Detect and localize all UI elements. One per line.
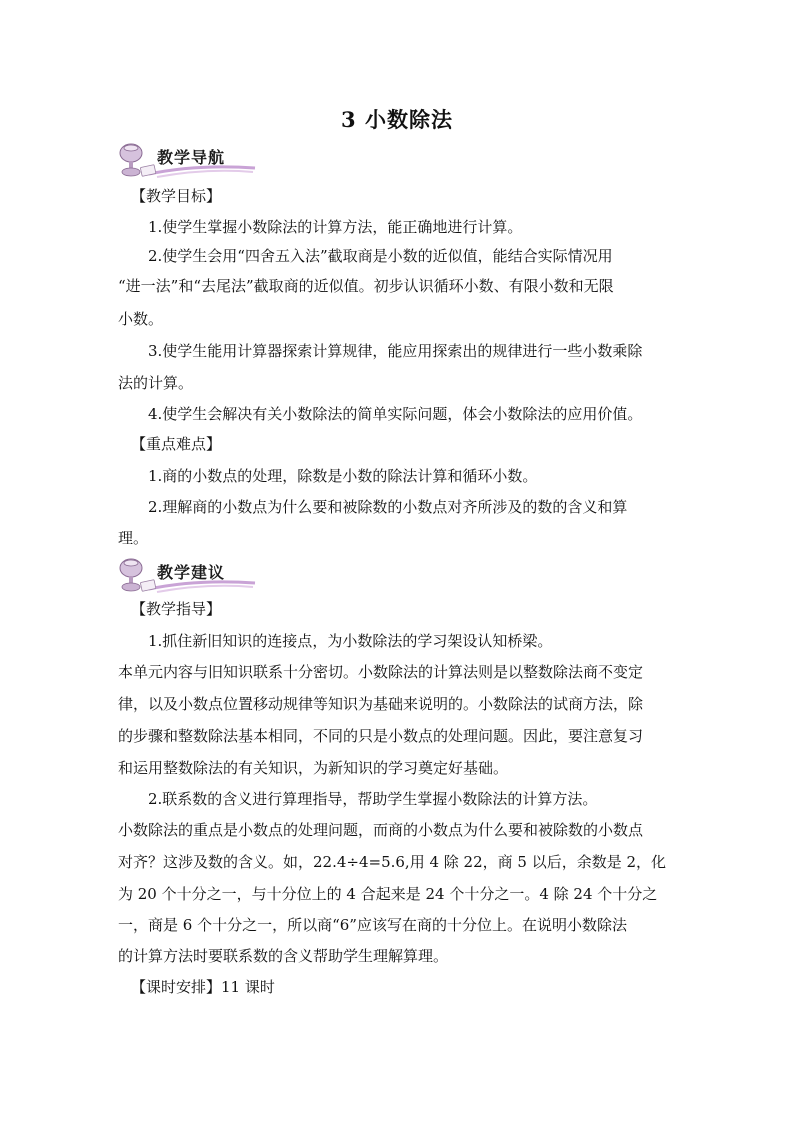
advice-2-line-3: 为 20 个十分之一，与十分位上的 4 合起来是 24 个十分之一。4 除 24 个十分之 [118,885,658,903]
goal-3-line-2: 法的计算。 [118,374,194,392]
desk-lamp-icon [117,140,161,180]
advice-2-line-5: 的计算方法时要联系数的含义帮助学生理解算理。 [118,947,449,965]
goal-3-line-1: 3.使学生能用计算器探索计算规律，能应用探索出的规律进行一些小数乘除 [148,342,643,360]
guidance-title: 【教学指导】 [131,600,222,618]
goal-1: 1.使学生掌握小数除法的计算方法，能正确地进行计算。 [148,218,523,236]
advice-2-line-2: 对齐？这涉及数的含义。如，22.4÷4=5.6,用 4 除 22，商 5 以后，余数是 2，化 [118,853,667,871]
goal-4: 4.使学生会解决有关小数除法的简单实际问题，体会小数除法的应用价值。 [148,405,643,423]
section-heading-guide [117,140,247,180]
advice-1-line-2: 律，以及小数点位置移动规律等知识为基础来说明的。小数除法的试商方法，除 [118,695,644,713]
advice-2-line-1: 小数除法的重点是小数点的处理问题，而商的小数点为什么要和被除数的小数点 [118,821,644,839]
advice-2-line-4: 一，商是 6 个十分之一，所以商“6”应该写在商的十分位上。在说明小数除法 [118,916,627,934]
section-heading-label: 教学导航 [157,148,226,167]
advice-1-heading: 1.抓住新旧知识的连接点，为小数除法的学习架设认知桥梁。 [148,632,553,650]
goal-2-line-2: “进一法”和“去尾法”截取商的近似值。初步认识循环小数、有限小数和无限 [118,277,614,295]
schedule: 【课时安排】11 课时 [131,978,275,996]
key-2-line-1: 2.理解商的小数点为什么要和被除数的小数点对齐所涉及的数的含义和算 [148,498,628,516]
advice-1-line-4: 和运用整数除法的有关知识，为新知识的学习奠定好基础。 [118,759,509,777]
page-title: 3 小数除法 [341,107,453,132]
goal-2-line-1: 2.使学生会用“四舍五入法”截取商是小数的近似值，能结合实际情况用 [148,247,613,265]
key-title: 【重点难点】 [131,435,222,453]
goals-title: 【教学目标】 [131,187,222,205]
advice-1-line-1: 本单元内容与旧知识联系十分密切。小数除法的计算法则是以整数除法商不变定 [118,663,644,681]
section-heading-advice [117,555,247,595]
key-1: 1.商的小数点的处理，除数是小数的除法计算和循环小数。 [148,467,538,485]
goal-2-line-3: 小数。 [118,310,164,328]
advice-2-heading: 2.联系数的含义进行算理指导，帮助学生掌握小数除法的计算方法。 [148,790,598,808]
key-2-line-2: 理。 [118,529,149,547]
section-heading-label: 教学建议 [157,563,226,582]
advice-1-line-3: 的步骤和整数除法基本相同，不同的只是小数点的处理问题。因此，要注意复习 [118,727,644,745]
desk-lamp-icon [117,555,161,595]
